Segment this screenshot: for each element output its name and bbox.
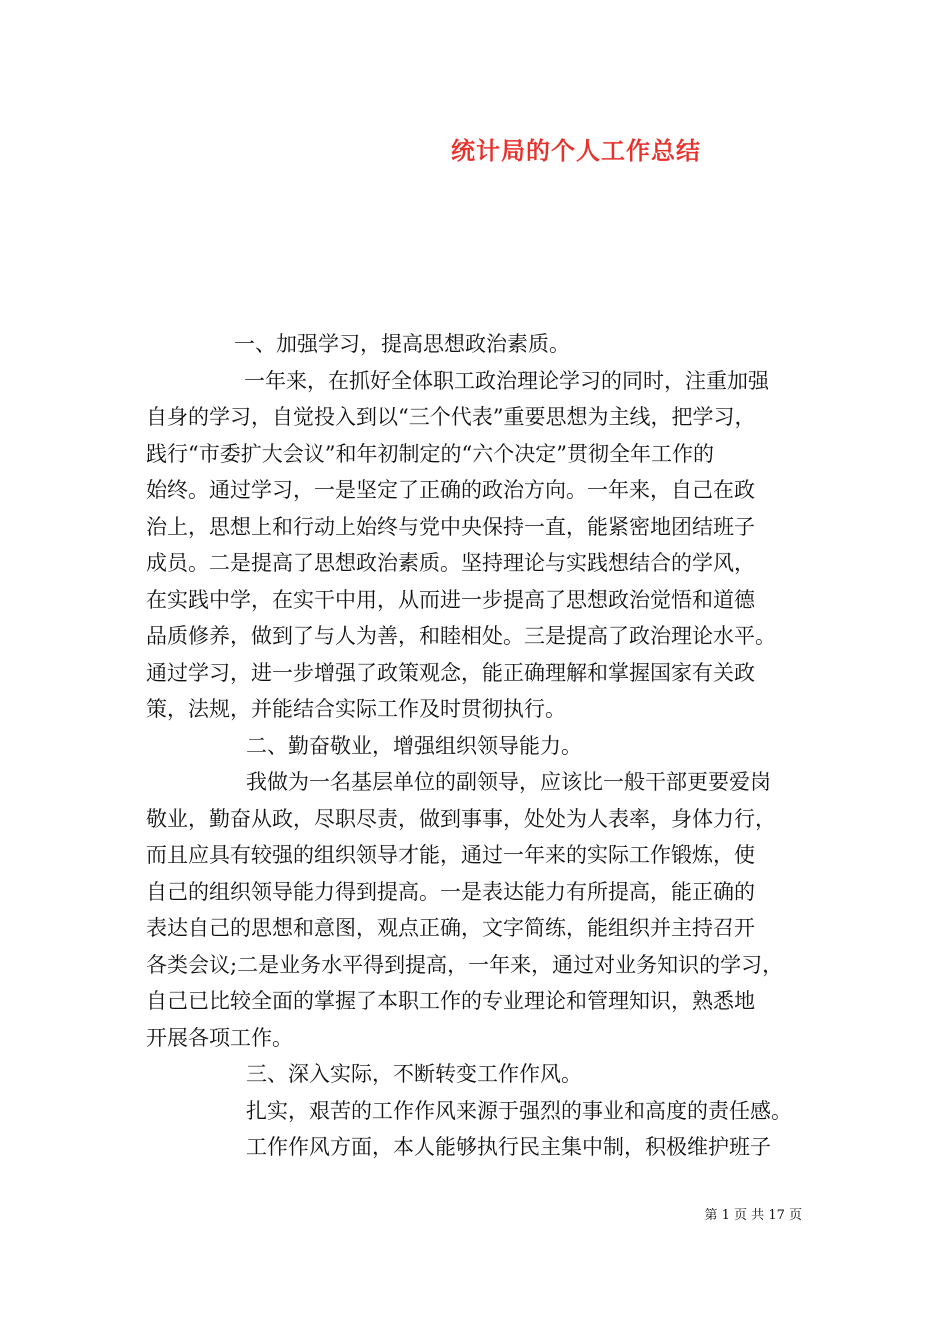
paragraph-line: 而且应具有较强的组织领导才能，通过一年来的实际工作锻炼，使 [146, 843, 755, 867]
section-heading: 三、深入实际，不断转变工作作风。 [246, 1062, 582, 1086]
paragraph-line: 在实践中学，在实干中用，从而进一步提高了思想政治觉悟和道德 [146, 587, 755, 612]
paragraph-line: 通过学习，进一步增强了政策观念，能正确理解和掌握国家有关政 [146, 660, 755, 685]
document-body [146, 326, 814, 1166]
section-heading: 一、加强学习，提高思想政治素质。 [234, 332, 570, 356]
paragraph-line: 扎实，艰苦的工作作风来源于强烈的事业和高度的责任感。 [246, 1098, 792, 1123]
page-number-footer: 第 1 页 共 17 页 [704, 1208, 802, 1223]
paragraph-line: 敬业，勤奋从政，尽职尽责，做到事事，处处为人表率，身体力行， [146, 806, 776, 831]
paragraph-line: 自己已比较全面的掌握了本职工作的专业理论和管理知识，熟悉地 [146, 989, 755, 1013]
paragraph-line: 始终。通过学习，一是坚定了正确的政治方向。一年来，自己在政 [146, 478, 755, 502]
paragraph-line: 各类会议;二是业务水平得到提高，一年来，通过对业务知识的学习， [146, 952, 784, 977]
document-title: 统计局的个人工作总结 [451, 137, 701, 165]
paragraph-line: 治上，思想上和行动上始终与党中央保持一直，能紧密地团结班子 [146, 514, 755, 539]
paragraph-line: 我做为一名基层单位的副领导，应该比一般干部更要爱岗 [246, 770, 771, 794]
paragraph-line: 践行“市委扩大会议”和年初制定的“六个决定”贯彻全年工作的 [146, 441, 714, 466]
paragraph-line: 自己的组织领导能力得到提高。一是表达能力有所提高，能正确的 [146, 879, 755, 904]
paragraph-line: 策，法规，并能结合实际工作及时贯彻执行。 [146, 697, 566, 721]
paragraph-line: 开展各项工作。 [146, 1025, 293, 1050]
section-heading: 二、勤奋敬业，增强组织领导能力。 [246, 733, 582, 758]
paragraph-line: 成员。二是提高了思想政治素质。坚持理论与实践想结合的学风， [146, 551, 755, 575]
paragraph-line: 一年来，在抓好全体职工政治理论学习的同时，注重加强 [244, 368, 769, 393]
paragraph-line: 自身的学习，自觉投入到以“三个代表”重要思想为主线，把学习， [146, 405, 756, 429]
paragraph-line: 表达自己的思想和意图，观点正确，文字简练，能组织并主持召开 [146, 916, 755, 940]
paragraph-line: 品质修养，做到了与人为善，和睦相处。三是提高了政治理论水平。 [146, 624, 776, 648]
paragraph-line: 工作作风方面，本人能够执行民主集中制，积极维护班子 [246, 1135, 771, 1159]
